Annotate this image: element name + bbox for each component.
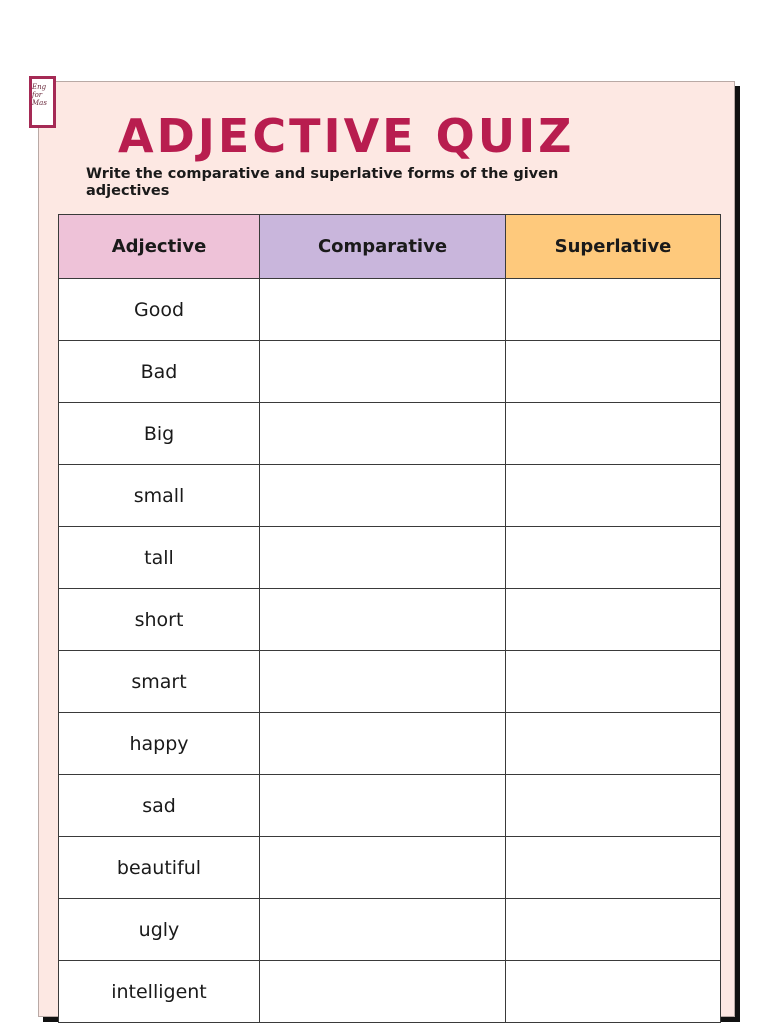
brand-logo [29, 76, 56, 128]
table-row [59, 713, 721, 775]
superlative-answer-cell[interactable] [506, 279, 721, 341]
logo-text: Eng for Mas [32, 83, 47, 107]
adjective-cell: smart [59, 651, 260, 713]
table-row [59, 775, 721, 837]
comparative-answer-cell[interactable] [260, 961, 506, 1023]
comparative-answer-cell[interactable] [260, 279, 506, 341]
table-row [59, 465, 721, 527]
superlative-answer-cell[interactable] [506, 589, 721, 651]
superlative-answer-cell[interactable] [506, 837, 721, 899]
adjective-cell: Good [59, 279, 260, 341]
superlative-answer-cell[interactable] [506, 961, 721, 1023]
comparative-answer-cell[interactable] [260, 713, 506, 775]
superlative-answer-cell[interactable] [506, 527, 721, 589]
worksheet-title: ADJECTIVE QUIZ [118, 109, 575, 163]
table-row [59, 589, 721, 651]
adjective-cell: intelligent [59, 961, 260, 1023]
comparative-answer-cell[interactable] [260, 341, 506, 403]
superlative-answer-cell[interactable] [506, 651, 721, 713]
table-header-row [59, 215, 721, 279]
comparative-answer-cell[interactable] [260, 775, 506, 837]
superlative-answer-cell[interactable] [506, 403, 721, 465]
adjective-cell: tall [59, 527, 260, 589]
adjective-cell: Big [59, 403, 260, 465]
table-row [59, 899, 721, 961]
superlative-answer-cell[interactable] [506, 899, 721, 961]
table-row [59, 837, 721, 899]
superlative-answer-cell[interactable] [506, 341, 721, 403]
adjective-cell: short [59, 589, 260, 651]
comparative-answer-cell[interactable] [260, 837, 506, 899]
adjective-cell: small [59, 465, 260, 527]
comparative-answer-cell[interactable] [260, 403, 506, 465]
adjective-cell: Bad [59, 341, 260, 403]
comparative-answer-cell[interactable] [260, 899, 506, 961]
table-row [59, 341, 721, 403]
adjective-cell: beautiful [59, 837, 260, 899]
comparative-answer-cell[interactable] [260, 465, 506, 527]
adjective-table [58, 214, 721, 1023]
table-row [59, 403, 721, 465]
table-row [59, 651, 721, 713]
superlative-answer-cell[interactable] [506, 713, 721, 775]
table-row [59, 527, 721, 589]
header-superlative: Superlative [506, 215, 721, 279]
comparative-answer-cell[interactable] [260, 527, 506, 589]
table-row [59, 279, 721, 341]
worksheet-instructions: Write the comparative and superlative forms of the given adjectives [86, 166, 559, 199]
comparative-answer-cell[interactable] [260, 651, 506, 713]
adjective-cell: happy [59, 713, 260, 775]
table-row [59, 961, 721, 1023]
superlative-answer-cell[interactable] [506, 465, 721, 527]
adjective-cell: sad [59, 775, 260, 837]
header-comparative: Comparative [260, 215, 506, 279]
superlative-answer-cell[interactable] [506, 775, 721, 837]
comparative-answer-cell[interactable] [260, 589, 506, 651]
adjective-cell: ugly [59, 899, 260, 961]
header-adjective: Adjective [59, 215, 260, 279]
